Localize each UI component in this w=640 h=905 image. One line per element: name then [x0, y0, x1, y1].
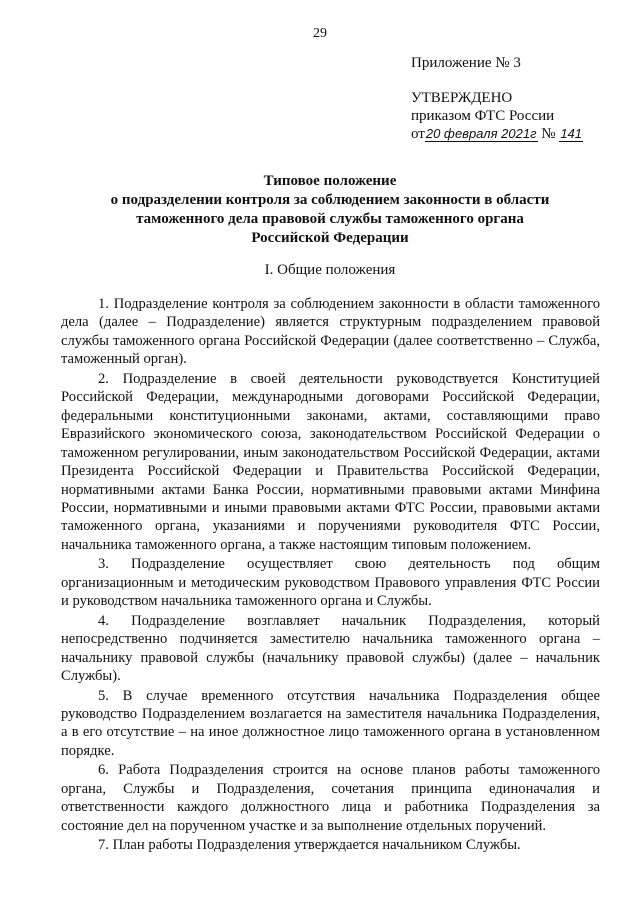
approved-label: УТВЕРЖДЕНО	[411, 90, 513, 106]
paragraph-2: 2. Подразделение в своей деятельности руководствуется Конституцией Российской Федерации, международными договорами Российской Федерации, федеральными конституционными законами, актами, составляющими право Евразийского экономического союза, законодательством Российской Федерации о таможенном регулировании, иным законодательством Российской Федерации, актами Президента Российской Федерации и Правительства Российской Федерации, нормативными актами Банка России, нормативными правовыми актами Минфина России, нормативными и иными правовыми актами ФТС России, правовыми актами таможенного органа, указаниями и поручениями руководителя ФТС России, начальника таможенного органа, а также настоящим типовым положением.	[61, 370, 600, 553]
paragraph-1: 1. Подразделение контроля за соблюдением законности в области таможенного дела (далее – Подразделение) является структурным подразделением правовой службы таможенного органа Российской Федерации (далее соответственно – Служба, таможенный орган).	[61, 296, 600, 368]
title-line-3: таможенного дела правовой службы таможенного органа	[136, 211, 524, 227]
paragraph-4: 4. Подразделение возглавляет начальник Подразделения, который непосредственно подчиняется заместителю начальника таможенного органа – начальнику правовой службы (начальнику правовой службы) (далее – начальник Службы).	[61, 612, 600, 685]
paragraph-3: 3. Подразделение осуществляет свою деятельность под общим организационным и методическим руководством Правового управления ФТС России и руководством начальника таможенного органа и Службы.	[61, 556, 600, 610]
document-title	[60, 172, 600, 248]
section-heading: I. Общие положения	[264, 262, 396, 278]
number-prefix: №	[541, 126, 556, 142]
page-number: 29	[313, 26, 327, 41]
paragraph-5: 5. В случае временного отсутствия начальника Подразделения общее руководство Подразделением возлагается на заместителя начальника Подразделения, а в его отсутствие – на иное должностное лицо таможенного органа в установленном порядке.	[61, 687, 600, 759]
paragraph-7: 7. План работы Подразделения утверждается начальником Службы.	[98, 837, 521, 854]
title-line-4: Российской Федерации	[251, 230, 409, 246]
paragraph-6: 6. Работа Подразделения строится на основе планов работы таможенного органа, Службы и Подразделения, сочетания принципа единоначалия и ответственности каждого должностного лица и работника Подразделения за состояние дел на порученном участке и за выполнение отдельных поручений.	[61, 762, 600, 834]
order-date-number-line	[411, 125, 611, 143]
date-prefix: от	[411, 126, 425, 142]
title-line-2: о подразделении контроля за соблюдением законности в области	[110, 192, 550, 208]
approved-by-order: приказом ФТС России	[411, 108, 555, 124]
approval-block	[411, 54, 611, 143]
order-date: 20 февраля 2021г	[425, 126, 537, 141]
appendix-label: Приложение № 3	[411, 55, 521, 71]
document-body	[61, 295, 600, 856]
order-number: 141	[560, 126, 583, 141]
title-line-1: Типовое положение	[263, 173, 397, 189]
